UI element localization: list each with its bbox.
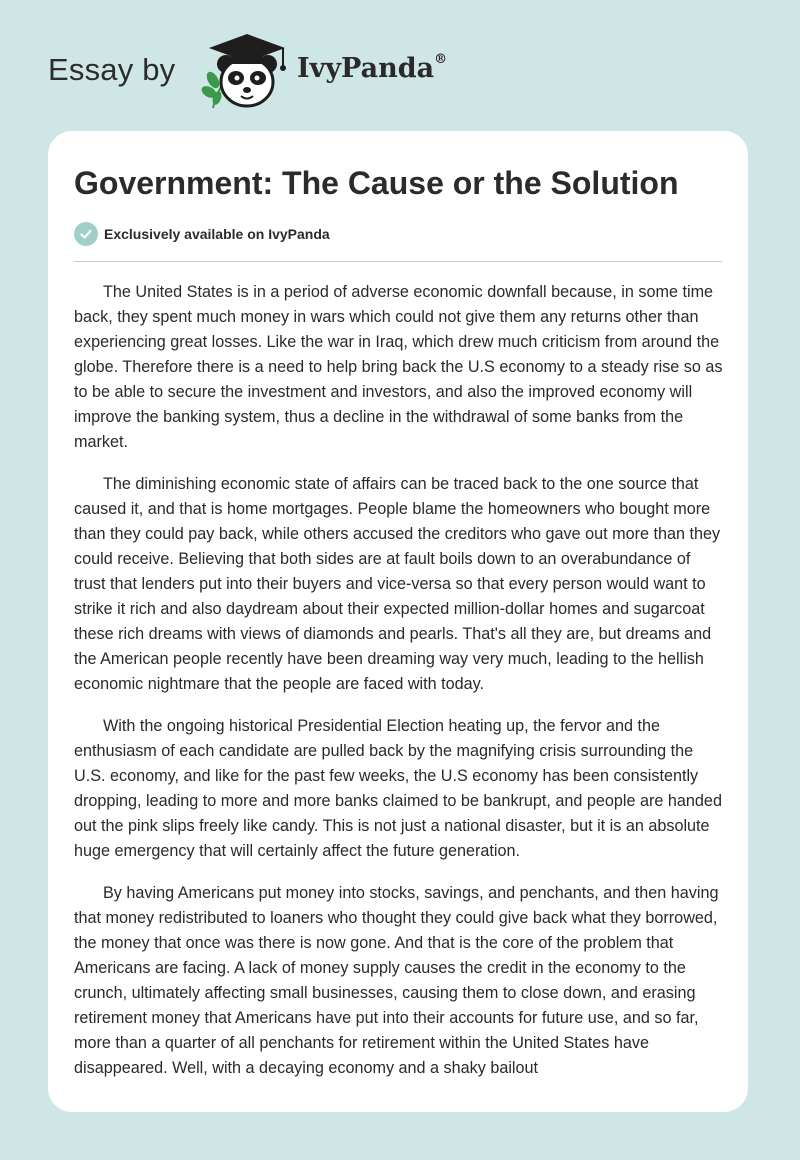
essay-body <box>74 280 724 1098</box>
essay-title: Government: The Cause or the Solution <box>74 165 679 201</box>
brand-text: IvyPanda <box>297 53 435 84</box>
check-icon <box>74 222 98 246</box>
exclusive-badge <box>74 221 330 247</box>
essay-card <box>48 131 748 1112</box>
paragraph: With the ongoing historical Presidential Election heating up, the fervor and the enthusiasm of each candidate are pulled back by the magnifying crisis surrounding the U.S. economy, and like for the past few weeks, the U.S economy has been consistently dropping, leading to more and more banks claimed to be bankrupt, and people are handed out the pink slips freely like candy. This is not just a national disaster, but it is an absolute huge emergency that will certainly affect the future generation. <box>74 717 722 860</box>
paragraph: The United States is in a period of adverse economic downfall because, in some time back, they spent much money in wars which could not give them any returns other than experiencing great losses. Like the war in Iraq, which drew much criticism from around the globe. Therefore there is a need to help bring back the U.S economy to a steady rise so as to be able to secure the investment and investors, and also the improved economy will improve the banking system, thus a decline in the withdrawal of some banks from the market. <box>74 283 723 451</box>
paragraph: The diminishing economic state of affairs can be traced back to the one source that caused it, and that is home mortgages. People blame the homeowners who bought more than they could pay back, while others accused the creditors who gave out more than they could receive. Believing that both sides are at fault boils down to an overabundance of trust that lenders put into their buyers and vice-versa so that every person would want to strike it rich and also daydream about their expected million-dollar homes and sugarcoat these rich dreams with views of diamonds and pearls. That's all they are, but dreams and the American people recently have been dreaming way very much, leading to the hellish economic nightmare that the people are faced with today. <box>74 475 721 693</box>
divider <box>74 261 722 262</box>
brand-name[interactable] <box>297 53 447 84</box>
site-header <box>0 0 800 120</box>
badge-text: Exclusively available on IvyPanda <box>104 226 330 242</box>
paragraph: By having Americans put money into stocks, savings, and penchants, and then having that money redistributed to loaners who thought they could give back what they borrowed, the money that once was there is now gone. And that is the core of the problem that Americans are facing. A lack of money supply causes the credit in the economy to the crunch, ultimately affecting small businesses, causing them to close down, and erasing retirement money that Americans have put into their accounts for future use, and so far, more than a quarter of all penchants for retirement within the United States have disappeared. Well, with a decaying economy and a shaky bailout <box>74 884 719 1077</box>
panda-graduate-icon[interactable] <box>199 28 295 110</box>
essay-by-label: Essay by <box>48 52 176 87</box>
registered-mark: ® <box>434 52 448 67</box>
